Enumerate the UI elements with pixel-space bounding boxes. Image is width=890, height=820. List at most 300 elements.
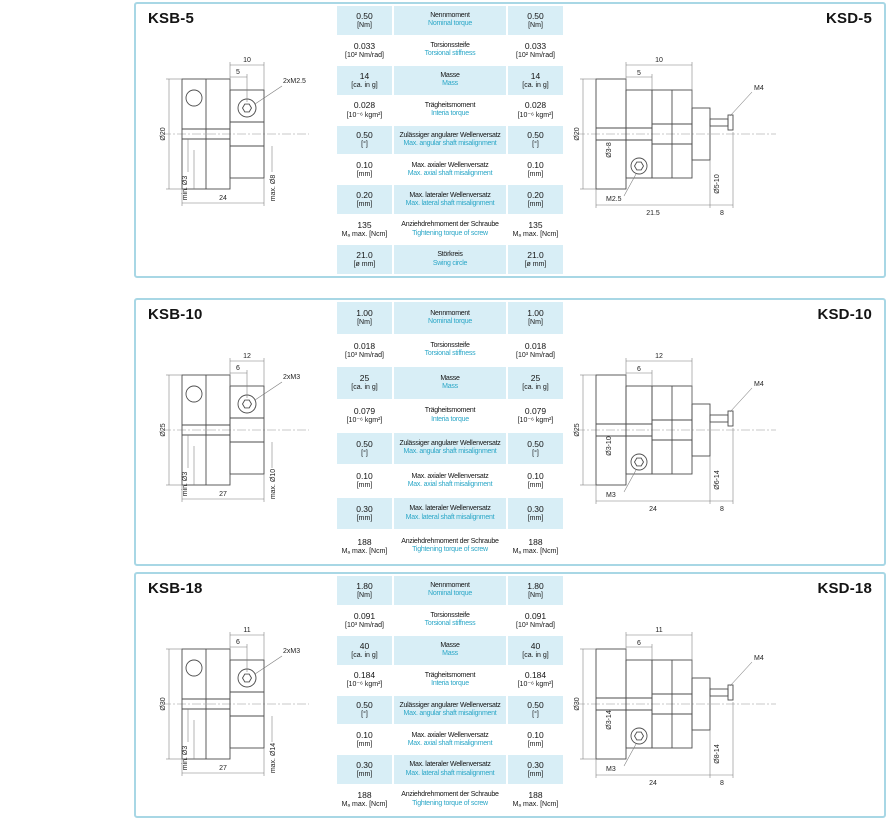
- unit-right: Mₐ max. [Ncm]: [512, 547, 559, 555]
- table-row: [337, 725, 563, 754]
- ksd-coupling-drawing: [566, 620, 802, 790]
- parameter-name-en: Max. angular shaft misalignment: [403, 709, 497, 717]
- value-left: 0.033: [353, 40, 376, 51]
- parameter-cell: [394, 185, 506, 214]
- value-cell-left: [337, 755, 392, 784]
- table-row: [337, 36, 563, 65]
- parameter-cell: [394, 666, 506, 695]
- parameter-cell: [394, 126, 506, 155]
- value-cell-right: [508, 785, 563, 814]
- parameter-name-de: Torsionssteife: [430, 612, 470, 620]
- value-right: 0.10: [527, 730, 544, 741]
- set-screw-head: [728, 411, 733, 426]
- parameter-cell: [394, 498, 506, 530]
- clamp-screw-label: M3: [606, 766, 616, 773]
- value-right: 1.80: [527, 580, 544, 591]
- table-row: [337, 335, 563, 367]
- value-right: 0.091: [524, 610, 547, 621]
- value-cell-left: [337, 66, 392, 95]
- unit-left: [10⁻⁶ kgm²]: [346, 417, 383, 425]
- dim-bore-max: max. Ø14: [270, 742, 277, 774]
- dim-body-length: 21.5: [646, 210, 660, 217]
- parameter-cell: [394, 96, 506, 125]
- unit-left: [10³ Nm/rad]: [345, 621, 384, 629]
- value-cell-right: [508, 155, 563, 184]
- parameter-cell: [394, 636, 506, 665]
- value-right: 0.184: [524, 670, 547, 681]
- parameter-name-de: Anziehdrehmoment der Schraube: [401, 221, 499, 229]
- dim-width-inner: 6: [236, 639, 240, 646]
- parameter-name-en: Mass: [442, 650, 458, 658]
- value-right: 0.30: [527, 760, 544, 771]
- value-left: 0.184: [353, 670, 376, 681]
- value-cell-left: [337, 636, 392, 665]
- unit-left: [°]: [361, 449, 368, 457]
- ksd-drawing-area: [566, 620, 802, 790]
- dim-body-length: 24: [649, 506, 657, 513]
- table-row: [337, 606, 563, 635]
- dim-width-outer: 10: [243, 57, 251, 64]
- unit-right: [mm]: [527, 482, 544, 490]
- dim-width-inner: 6: [637, 640, 641, 647]
- value-right: 40: [530, 640, 541, 651]
- dim-bore-min: min. Ø3: [182, 471, 189, 497]
- value-cell-right: [508, 530, 563, 562]
- value-right: 0.50: [527, 10, 544, 21]
- value-cell-right: [508, 755, 563, 784]
- value-cell-left: [337, 725, 392, 754]
- parameter-cell: [394, 696, 506, 725]
- value-right: 135: [528, 220, 543, 231]
- dim-bore-max: max. Ø10: [270, 468, 277, 500]
- value-left: 0.028: [353, 100, 376, 111]
- dim-width-inner: 5: [637, 70, 641, 77]
- value-left: 0.079: [353, 406, 376, 417]
- table-row: [337, 215, 563, 244]
- parameter-name-de: Max. axialer Wellenversatz: [411, 472, 489, 480]
- dim-screw-length: 8: [720, 506, 724, 513]
- dim-width-inner: 6: [637, 366, 641, 373]
- parameter-name-en: Max. axial shaft misalignment: [407, 480, 493, 488]
- parameter-name-de: Trägheitsmoment: [424, 671, 476, 679]
- clamp-screw-label: M2.5: [606, 196, 622, 203]
- dim-bore-min: min. Ø3: [182, 175, 189, 201]
- panel-title-left: KSB-5: [148, 10, 195, 27]
- ksb-coupling-drawing: [154, 50, 339, 220]
- parameter-name-en: Max. lateral shaft misalignment: [405, 199, 495, 207]
- ksd-coupling-drawing: [566, 346, 802, 516]
- spec-table: [337, 576, 563, 814]
- value-left: 0.50: [356, 130, 373, 141]
- parameter-name-en: Max. lateral shaft misalignment: [405, 769, 495, 777]
- parameter-name-de: Trägheitsmoment: [424, 101, 476, 109]
- set-screw-head: [728, 115, 733, 130]
- value-cell-right: [508, 335, 563, 367]
- dim-outer-diameter: Ø25: [160, 423, 167, 437]
- dim-overall-length: 24: [219, 195, 227, 202]
- value-right: 25: [530, 373, 541, 384]
- unit-right: [°]: [532, 711, 539, 719]
- ksd-coupling-drawing: [566, 50, 802, 220]
- parameter-name-de: Trägheitsmoment: [424, 407, 476, 415]
- value-cell-right: [508, 215, 563, 244]
- parameter-cell: [394, 576, 506, 605]
- parameter-name-en: Max. axial shaft misalignment: [407, 739, 493, 747]
- value-cell-left: [337, 367, 392, 399]
- parameter-name-en: Max. axial shaft misalignment: [407, 169, 493, 177]
- table-row: [337, 755, 563, 784]
- value-cell-right: [508, 245, 563, 274]
- panel-ksb10-ksd10: [134, 298, 886, 566]
- value-left: 0.091: [353, 610, 376, 621]
- unit-right: [ca. in g]: [522, 384, 549, 392]
- panel-ksb5-ksd5: [134, 2, 886, 278]
- parameter-cell: [394, 36, 506, 65]
- value-left: 1.00: [356, 308, 373, 319]
- unit-right: [10⁻⁶ kgm²]: [517, 111, 554, 119]
- unit-left: [°]: [361, 711, 368, 719]
- unit-left: [10³ Nm/rad]: [345, 351, 384, 359]
- dim-bore-range-left: Ø3-8: [606, 142, 613, 158]
- parameter-name-de: Masse: [440, 641, 460, 649]
- value-right: 0.079: [524, 406, 547, 417]
- parameter-name-de: Nennmoment: [430, 582, 470, 590]
- value-cell-left: [337, 335, 392, 367]
- value-cell-right: [508, 302, 563, 334]
- dim-bore-range-left: Ø3-10: [606, 436, 613, 456]
- parameter-name-de: Zulässiger angularer Wellenversatz: [399, 131, 501, 139]
- value-right: 21.0: [527, 249, 544, 260]
- dim-bore-max: max. Ø8: [270, 174, 277, 202]
- table-row: [337, 636, 563, 665]
- parameter-name-en: Nominal torque: [428, 317, 472, 325]
- table-row: [337, 576, 563, 605]
- clamp-screw-icon: [631, 728, 647, 744]
- unit-right: [°]: [532, 141, 539, 149]
- value-cell-left: [337, 498, 392, 530]
- value-cell-left: [337, 465, 392, 497]
- value-cell-left: [337, 215, 392, 244]
- unit-right: [Nm]: [528, 319, 543, 327]
- panel-ksb18-ksd18: [134, 572, 886, 818]
- parameter-cell: [394, 433, 506, 465]
- dim-width-outer: 11: [243, 627, 251, 634]
- unit-right: [ca. in g]: [522, 81, 549, 89]
- value-left: 0.10: [356, 160, 373, 171]
- set-screw-label: M4: [754, 655, 764, 662]
- value-cell-left: [337, 6, 392, 35]
- dim-screw-length: 8: [720, 210, 724, 217]
- clamp-screw-icon: [631, 158, 647, 174]
- parameter-cell: [394, 335, 506, 367]
- value-left: 188: [357, 536, 372, 547]
- value-cell-left: [337, 126, 392, 155]
- parameter-name-de: Max. lateraler Wellenversatz: [409, 505, 491, 513]
- value-right: 188: [528, 536, 543, 547]
- dim-overall-length: 27: [219, 491, 227, 498]
- set-screw-shaft: [710, 119, 728, 126]
- value-right: 0.50: [527, 438, 544, 449]
- parameter-name-en: Interia torque: [431, 680, 469, 688]
- unit-left: [mm]: [356, 201, 373, 209]
- table-row: [337, 155, 563, 184]
- parameter-cell: [394, 245, 506, 274]
- value-left: 0.30: [356, 503, 373, 514]
- parameter-cell: [394, 465, 506, 497]
- dim-outer-diameter: Ø20: [160, 127, 167, 141]
- clamp-screw-left-icon: [186, 90, 202, 106]
- unit-left: [10² Nm/rad]: [345, 51, 384, 59]
- parameter-name-en: Tightening torque of screw: [412, 229, 488, 237]
- value-left: 0.50: [356, 700, 373, 711]
- unit-left: Mₐ max. [Ncm]: [341, 800, 388, 808]
- parameter-name-en: Torsional stiffness: [424, 620, 476, 628]
- ksb-coupling-drawing: [154, 346, 339, 516]
- value-left: 0.20: [356, 190, 373, 201]
- dim-bore-range-right: Ø6-14: [714, 470, 721, 490]
- parameter-cell: [394, 785, 506, 814]
- unit-left: [Nm]: [357, 21, 372, 29]
- dim-bore-range-left: Ø3-14: [606, 710, 613, 730]
- parameter-cell: [394, 155, 506, 184]
- unit-right: [10³ Nm/rad]: [516, 621, 555, 629]
- parameter-name-de: Nennmoment: [430, 309, 470, 317]
- value-cell-right: [508, 725, 563, 754]
- parameter-name-de: Torsionssteife: [430, 42, 470, 50]
- unit-left: [ø mm]: [353, 260, 376, 268]
- dim-outer-diameter: Ø20: [574, 127, 581, 141]
- value-cell-right: [508, 400, 563, 432]
- table-row: [337, 530, 563, 562]
- table-row: [337, 785, 563, 814]
- parameter-name-de: Max. lateraler Wellenversatz: [409, 761, 491, 769]
- set-screw-label: M4: [754, 85, 764, 92]
- value-right: 0.033: [524, 40, 547, 51]
- parameter-name-en: Torsional stiffness: [424, 350, 476, 358]
- value-cell-left: [337, 696, 392, 725]
- value-left: 21.0: [356, 249, 373, 260]
- value-left: 135: [357, 220, 372, 231]
- value-cell-left: [337, 433, 392, 465]
- set-screw-shaft: [710, 415, 728, 422]
- unit-right: [ca. in g]: [522, 651, 549, 659]
- value-cell-right: [508, 636, 563, 665]
- clamp-screw-label: M3: [606, 492, 616, 499]
- value-cell-right: [508, 465, 563, 497]
- parameter-cell: [394, 6, 506, 35]
- parameter-name-de: Störkreis: [437, 251, 463, 259]
- value-right: 0.20: [527, 190, 544, 201]
- value-cell-right: [508, 606, 563, 635]
- unit-right: [mm]: [527, 514, 544, 522]
- ksd-drawing-area: [566, 50, 802, 220]
- parameter-cell: [394, 367, 506, 399]
- unit-left: Mₐ max. [Ncm]: [341, 547, 388, 555]
- parameter-name-en: Interia torque: [431, 110, 469, 118]
- unit-right: [Nm]: [528, 591, 543, 599]
- value-cell-left: [337, 96, 392, 125]
- value-right: 0.30: [527, 503, 544, 514]
- value-cell-left: [337, 185, 392, 214]
- parameter-name-de: Nennmoment: [430, 12, 470, 20]
- spec-table: [337, 6, 563, 274]
- unit-right: [mm]: [527, 771, 544, 779]
- ksb-drawing-area: [154, 346, 339, 516]
- parameter-name-de: Anziehdrehmoment der Schraube: [401, 537, 499, 545]
- parameter-cell: [394, 302, 506, 334]
- ksb-coupling-drawing: [154, 620, 339, 790]
- value-cell-right: [508, 36, 563, 65]
- unit-left: [10⁻⁶ kgm²]: [346, 681, 383, 689]
- unit-right: [mm]: [527, 741, 544, 749]
- dim-width-outer: 12: [243, 353, 251, 360]
- unit-right: [10⁻⁶ kgm²]: [517, 681, 554, 689]
- table-row: [337, 433, 563, 465]
- dim-bore-range-right: Ø5-10: [714, 174, 721, 194]
- value-cell-right: [508, 666, 563, 695]
- value-left: 1.80: [356, 580, 373, 591]
- panel-title-left: KSB-18: [148, 580, 203, 597]
- parameter-name-de: Anziehdrehmoment der Schraube: [401, 791, 499, 799]
- table-row: [337, 696, 563, 725]
- parameter-cell: [394, 755, 506, 784]
- dimension-lines: [580, 62, 752, 208]
- value-cell-right: [508, 6, 563, 35]
- table-row: [337, 465, 563, 497]
- value-cell-right: [508, 576, 563, 605]
- unit-left: [mm]: [356, 514, 373, 522]
- dim-outer-diameter: Ø30: [574, 697, 581, 711]
- value-left: 0.018: [353, 340, 376, 351]
- parameter-cell: [394, 606, 506, 635]
- parameter-name-de: Max. lateraler Wellenversatz: [409, 191, 491, 199]
- table-row: [337, 400, 563, 432]
- value-cell-left: [337, 400, 392, 432]
- unit-right: [10² Nm/rad]: [516, 51, 555, 59]
- unit-right: [Nm]: [528, 21, 543, 29]
- panel-title-right: KSD-10: [817, 306, 872, 323]
- value-left: 188: [357, 789, 372, 800]
- unit-left: [ca. in g]: [351, 81, 378, 89]
- ksb-drawing-area: [154, 50, 339, 220]
- unit-left: [ca. in g]: [351, 384, 378, 392]
- value-right: 0.50: [527, 700, 544, 711]
- unit-right: Mₐ max. [Ncm]: [512, 231, 559, 239]
- unit-left: [Nm]: [357, 319, 372, 327]
- parameter-name-de: Masse: [440, 71, 460, 79]
- value-cell-right: [508, 126, 563, 155]
- value-right: 0.10: [527, 471, 544, 482]
- dimension-lines: [580, 358, 752, 504]
- unit-right: [ø mm]: [524, 260, 547, 268]
- dim-outer-diameter: Ø30: [160, 697, 167, 711]
- parameter-cell: [394, 215, 506, 244]
- parameter-name-en: Max. angular shaft misalignment: [403, 140, 497, 147]
- ksd-drawing-area: [566, 346, 802, 516]
- clamp-screw-left-icon: [186, 386, 202, 402]
- value-cell-left: [337, 36, 392, 65]
- panel-title-left: KSB-10: [148, 306, 203, 323]
- value-cell-left: [337, 606, 392, 635]
- table-row: [337, 126, 563, 155]
- table-row: [337, 245, 563, 274]
- value-cell-left: [337, 530, 392, 562]
- parameter-name-en: Nominal torque: [428, 590, 472, 598]
- value-left: 14: [359, 70, 370, 81]
- table-row: [337, 185, 563, 214]
- clamp-screw-label: 2xM2.5: [283, 78, 306, 85]
- dim-outer-diameter: Ø25: [574, 423, 581, 437]
- parameter-name-de: Zulässiger angularer Wellenversatz: [399, 440, 501, 448]
- unit-right: [10⁻⁶ kgm²]: [517, 417, 554, 425]
- parameter-name-en: Max. angular shaft misalignment: [403, 448, 497, 456]
- clamp-screw-label: 2xM3: [283, 648, 301, 655]
- dim-width-inner: 5: [236, 69, 240, 76]
- value-left: 25: [359, 373, 370, 384]
- set-screw-label: M4: [754, 381, 764, 388]
- parameter-name-de: Zulässiger angularer Wellenversatz: [399, 701, 501, 709]
- value-right: 14: [530, 70, 541, 81]
- value-right: 0.028: [524, 100, 547, 111]
- value-left: 0.30: [356, 760, 373, 771]
- spec-table: [337, 302, 563, 562]
- parameter-name-en: Nominal torque: [428, 20, 472, 28]
- parameter-name-de: Max. axialer Wellenversatz: [411, 731, 489, 739]
- dim-screw-length: 8: [720, 780, 724, 787]
- value-cell-left: [337, 576, 392, 605]
- value-cell-left: [337, 666, 392, 695]
- unit-left: [mm]: [356, 482, 373, 490]
- dim-bore-min: min. Ø3: [182, 745, 189, 771]
- value-left: 40: [359, 640, 370, 651]
- value-cell-left: [337, 785, 392, 814]
- unit-left: Mₐ max. [Ncm]: [341, 231, 388, 239]
- parameter-cell: [394, 530, 506, 562]
- value-right: 0.018: [524, 340, 547, 351]
- table-row: [337, 498, 563, 530]
- value-right: 0.10: [527, 160, 544, 171]
- value-cell-right: [508, 498, 563, 530]
- set-screw-head: [728, 685, 733, 700]
- unit-right: Mₐ max. [Ncm]: [512, 800, 559, 808]
- value-cell-left: [337, 302, 392, 334]
- unit-left: [mm]: [356, 171, 373, 179]
- value-left: 0.10: [356, 730, 373, 741]
- unit-left: [ca. in g]: [351, 651, 378, 659]
- unit-right: [mm]: [527, 171, 544, 179]
- value-left: 0.50: [356, 10, 373, 21]
- value-cell-right: [508, 66, 563, 95]
- parameter-name-de: Max. axialer Wellenversatz: [411, 161, 489, 169]
- value-cell-right: [508, 367, 563, 399]
- table-row: [337, 666, 563, 695]
- clamp-screw-label: 2xM3: [283, 374, 301, 381]
- set-screw-shaft: [710, 689, 728, 696]
- value-cell-right: [508, 96, 563, 125]
- parameter-name-en: Mass: [442, 383, 458, 391]
- dim-width-inner: 6: [236, 365, 240, 372]
- table-row: [337, 96, 563, 125]
- clamp-screw-icon: [631, 454, 647, 470]
- parameter-cell: [394, 66, 506, 95]
- table-row: [337, 6, 563, 35]
- panel-title-right: KSD-18: [817, 580, 872, 597]
- table-row: [337, 302, 563, 334]
- unit-left: [10⁻⁶ kgm²]: [346, 111, 383, 119]
- dim-overall-length: 27: [219, 765, 227, 772]
- value-right: 188: [528, 789, 543, 800]
- parameter-name-en: Tightening torque of screw: [412, 546, 488, 554]
